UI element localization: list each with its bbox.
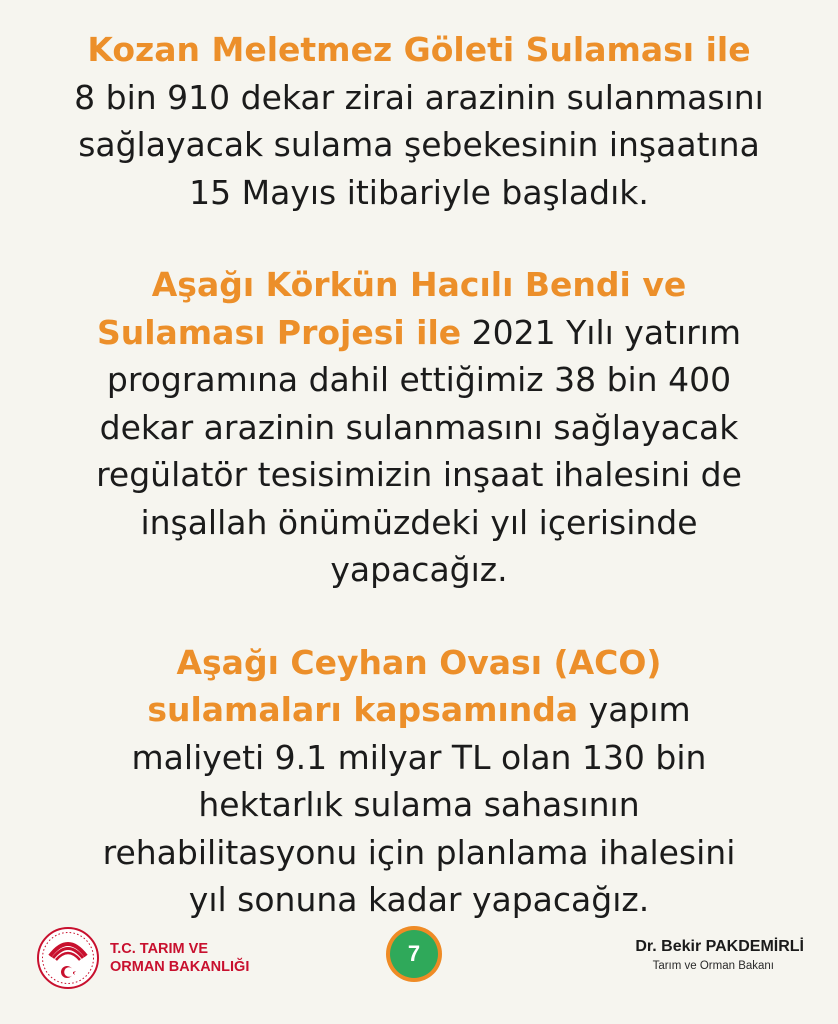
signature-title: Tarım ve Orman Bakanı	[652, 960, 774, 972]
paragraph-line: 15 Mayıs itibariyle başladık.	[189, 172, 649, 212]
ministry-logo	[36, 926, 249, 990]
paragraph-highlight: sulamaları kapsamında	[147, 690, 579, 729]
paragraph-highlight: Sulaması Projesi ile	[96, 312, 462, 352]
paragraph-aco	[30, 639, 808, 924]
paragraph-korkun	[30, 261, 808, 594]
paragraph-highlight: Aşağı Körkün Hacılı Bendi ve	[151, 265, 687, 304]
paragraph-highlight: Aşağı Ceyhan Ovası (ACO)	[176, 642, 662, 682]
paragraph-line: maliyeti 9.1 milyar TL olan 130 bin	[131, 737, 707, 777]
page-number-badge: 7	[390, 930, 438, 978]
ministry-seal-icon	[36, 926, 100, 990]
paragraph-line: inşallah önümüzdeki yıl içerisinde	[140, 502, 698, 542]
paragraph-line: rehabilitasyonu için planlama ihalesini	[102, 832, 736, 872]
ministry-name	[110, 940, 249, 976]
paragraph-line: yapacağız.	[330, 550, 508, 589]
paragraph-line: regülatör tesisimizin inşaat ihalesini de	[96, 455, 742, 494]
footer	[0, 920, 838, 1000]
paragraph-line: hektarlık sulama sahasının	[198, 785, 640, 824]
paragraph-line: yıl sonuna kadar yapacağız.	[188, 880, 650, 919]
main-content	[30, 26, 808, 924]
signature-name: Dr. Bekir PAKDEMİRLİ	[635, 938, 804, 955]
paragraph-line: dekar arazinin sulanmasını sağlayacak	[99, 407, 739, 447]
paragraph-kozan	[30, 26, 808, 216]
paragraph-line: 8 bin 910 dekar zirai arazinin sulanmasını	[74, 77, 764, 117]
paragraph-line: yapım	[578, 690, 691, 729]
paragraph-highlight: Kozan Meletmez Göleti Sulaması ile	[87, 30, 751, 69]
ministry-name-line: T.C. TARIM VE	[110, 941, 209, 957]
paragraph-line: 2021 Yılı yatırım	[461, 312, 742, 352]
paragraph-line: programına dahil ettiğimiz 38 bin 400	[106, 360, 732, 399]
signature-block	[635, 938, 804, 972]
paragraph-line: sağlayacak sulama şebekesinin inşaatına	[78, 125, 760, 164]
ministry-name-line: ORMAN BAKANLIĞI	[110, 959, 250, 975]
